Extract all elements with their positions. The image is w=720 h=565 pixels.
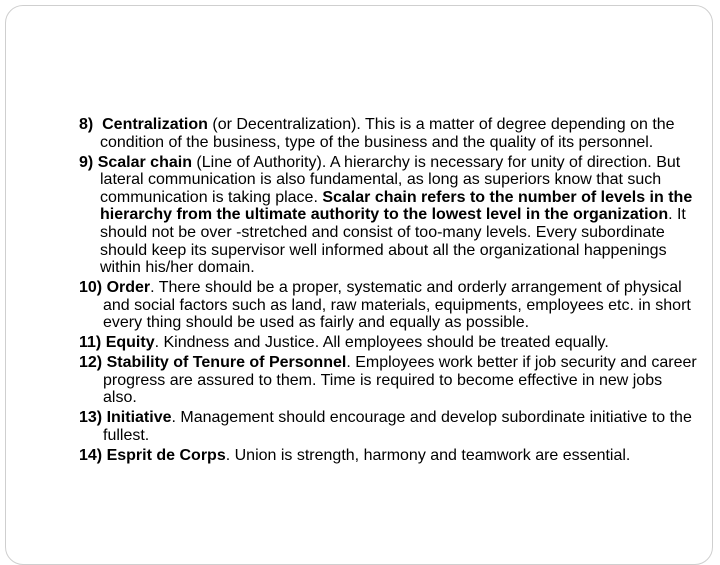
item-emphasis: Scalar chain refers to the number of levels in the hierarchy from the ultimate authority to the lowest level in the organization [100, 188, 693, 224]
item-title: Equity [105, 334, 155, 352]
item-number: 11) [79, 334, 102, 352]
item-text: . Union is strength, harmony and teamwork are essential. [225, 447, 631, 465]
item-text: . There should be a proper, systematic and orderly arrangement of physical and social factors such as land, raw materials, equipments, employees etc. in short every thing should be used as fairly and equally as possible. [103, 279, 691, 332]
principle-item-9 [79, 154, 699, 277]
item-title: Centralization [102, 116, 208, 133]
item-number: 10) [79, 279, 103, 297]
principle-item-10 [79, 279, 699, 332]
item-title: Scalar chain [97, 153, 192, 171]
principles-list [79, 116, 699, 467]
item-title: Esprit de Corps [106, 447, 226, 465]
item-text: . Kindness and Justice. All employees should be treated equally. [154, 334, 609, 352]
item-text: (or Decentralization). This is a matter of degree depending on the condition of the business, type of the business and the quality of its personnel. [100, 116, 675, 151]
item-title: Order [106, 279, 151, 297]
item-text: (Line of Authority). A hierarchy is necessary for unity of direction. But lateral communication is also fundamental, as long as superiors know that such communication is taking place. [100, 153, 681, 206]
principle-item-11 [79, 334, 699, 352]
item-number: 12) [79, 354, 103, 372]
item-text-continued: . It should not be over -stretched and consist of too-many levels. Every subordinate should keep its supervisor well informed about all the organizational happenings within his/her domain. [100, 206, 686, 277]
principle-item-12 [79, 354, 699, 407]
item-text: . Management should encourage and develop subordinate initiative to the fullest. [103, 409, 692, 445]
item-title: Stability of Tenure of Personnel [106, 354, 347, 372]
item-number: 13) [79, 409, 103, 427]
item-text: . Employees work better if job security and career progress are assured to them. Time is required to become effective in new jobs also. [103, 354, 697, 407]
item-number: 8) [79, 116, 94, 133]
item-number: 14) [79, 447, 103, 465]
principle-item-8 [79, 116, 699, 151]
item-number: 9) [79, 153, 94, 171]
principle-item-13 [79, 409, 699, 444]
principle-item-14 [79, 447, 699, 465]
item-title: Initiative [106, 409, 172, 427]
